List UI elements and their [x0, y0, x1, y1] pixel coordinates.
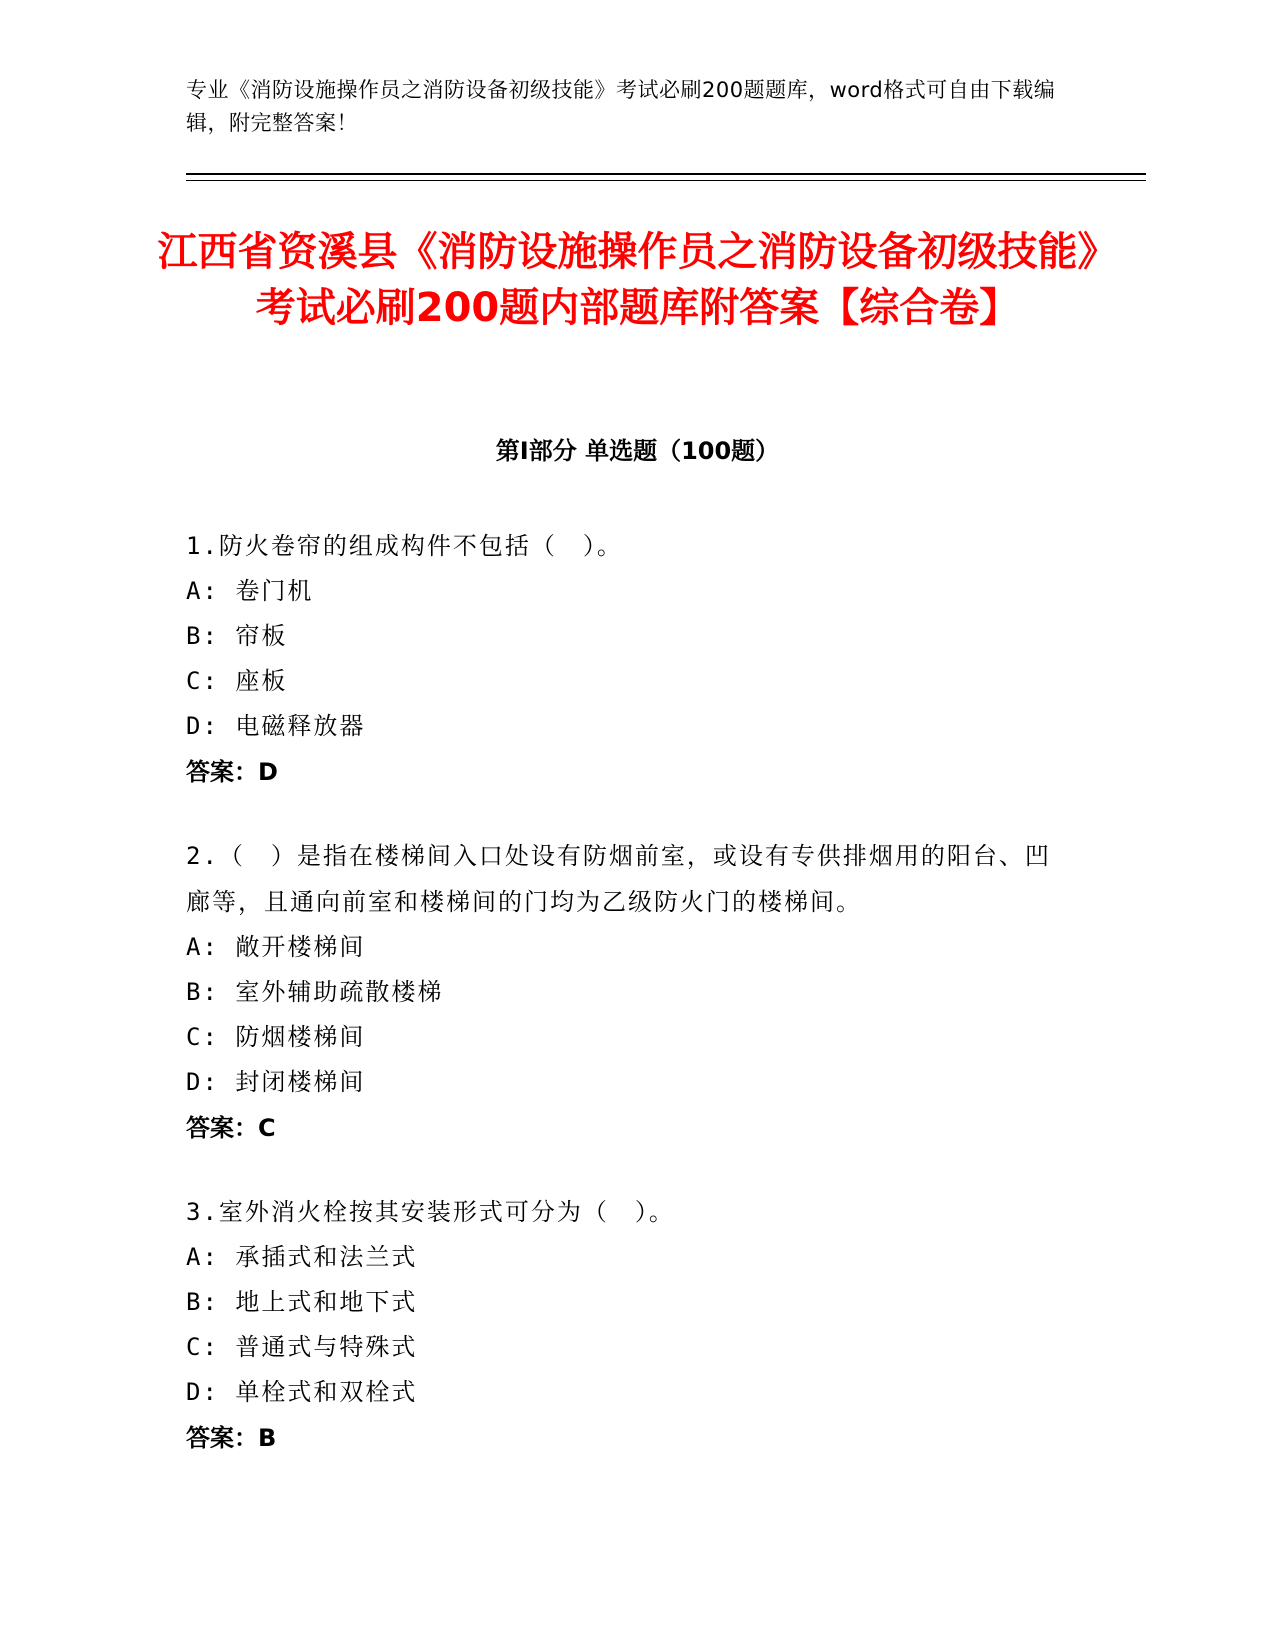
answer: 答案：C	[186, 1114, 276, 1142]
question-text: 3.室外消火栓按其安装形式可分为（ ）。	[186, 1198, 675, 1226]
question-text: 2.（ ）是指在楼梯间入口处设有防烟前室，或设有专供排烟用的阳台、凹廊等，且通向前室和楼梯间的门均为乙级防火门的楼梯间。	[186, 842, 1051, 916]
option-c: C: 座板	[186, 667, 288, 695]
option-a: A: 卷门机	[186, 577, 314, 605]
option-c: C: 防烟楼梯间	[186, 1023, 366, 1051]
header-rule-thick	[186, 173, 1146, 175]
header-note: 专业《消防设施操作员之消防设备初级技能》考试必刷200题题库，word格式可自由下载编辑，附完整答案！	[186, 78, 1056, 135]
section-heading: 第Ⅰ部分 单选题（100题）	[495, 437, 780, 465]
question-list	[186, 523, 1066, 1499]
option-b: B: 帘板	[186, 622, 288, 650]
document-title: 江西省资溪县《消防设施操作员之消防设备初级技能》考试必刷200题内部题库附答案【综合卷】	[157, 229, 1118, 331]
option-c: C: 普通式与特殊式	[186, 1333, 418, 1361]
question-3	[186, 1189, 1066, 1461]
option-d: D: 封闭楼梯间	[186, 1068, 366, 1096]
answer: 答案：D	[186, 758, 278, 786]
option-b: B: 地上式和地下式	[186, 1288, 418, 1316]
header-rule-thin	[186, 180, 1146, 181]
question-1	[186, 523, 1066, 795]
question-text: 1.防火卷帘的组成构件不包括（ ）。	[186, 532, 623, 560]
option-d: D: 单栓式和双栓式	[186, 1378, 418, 1406]
option-d: D: 电磁释放器	[186, 712, 366, 740]
option-a: A: 承插式和法兰式	[186, 1243, 418, 1271]
question-2	[186, 833, 1066, 1151]
option-b: B: 室外辅助疏散楼梯	[186, 978, 444, 1006]
answer: 答案：B	[186, 1424, 277, 1452]
option-a: A: 敞开楼梯间	[186, 933, 366, 961]
